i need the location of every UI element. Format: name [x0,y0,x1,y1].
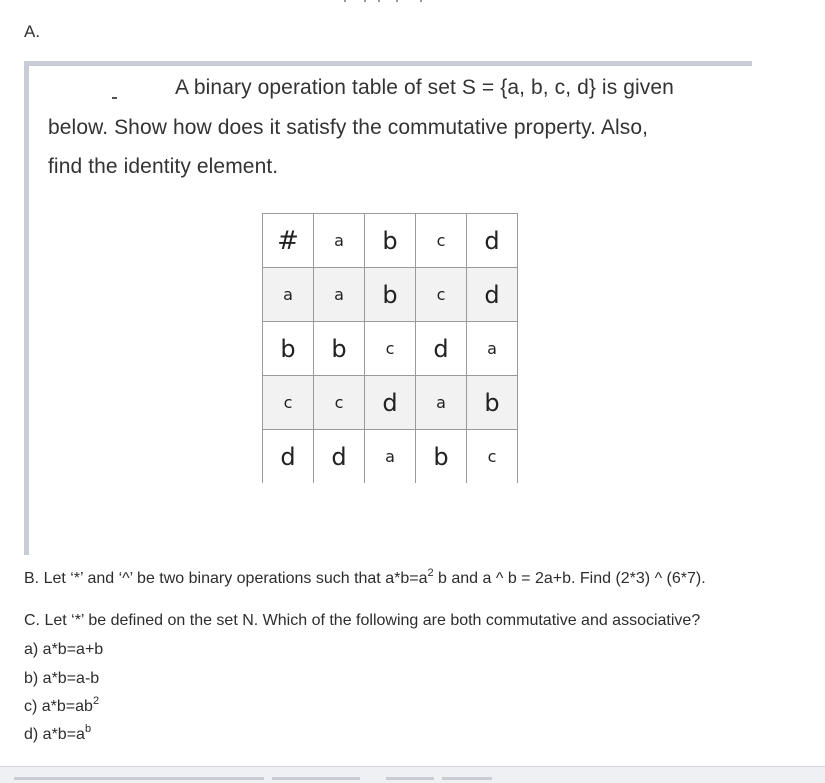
bottom-toolbar-strip [0,766,825,783]
option-text: d) a*b=a [24,726,85,743]
question-a-line-1: A binary operation table of set S = {a, b, c, d} is given [175,76,674,99]
option-c [24,694,100,716]
table-cell: d [263,430,314,484]
table-cell: b [263,322,314,376]
section-label: A. [24,22,41,41]
table-cell: c [416,268,467,322]
table-header-row [263,214,518,268]
table-cell: # [263,214,314,268]
table-cell: a [467,322,518,376]
table-cell: d [314,430,365,484]
table-cell: b [365,268,416,322]
table-row [263,322,518,376]
table-cell: a [416,376,467,430]
question-a-line-3: find the identity element. [48,155,279,178]
question-a-line-2: below. Show how does it satisfy the commutative property. Also, [48,116,649,139]
table-cell: b [314,322,365,376]
question-b-exponent: 2 [427,566,434,579]
option-text: c) a*b=ab [24,698,93,715]
table-cell: b [365,214,416,268]
table-cell: b [467,376,518,430]
table-cell: c [467,430,518,484]
table-cell: a [263,268,314,322]
option-exponent: b [84,722,92,735]
table-cell: c [416,214,467,268]
table-cell: d [467,214,518,268]
table-cell: d [467,268,518,322]
table-cell: b [416,430,467,484]
table-cell: a [365,430,416,484]
top-edge-marks [340,0,430,2]
option-text: b) a*b=a-b [24,670,100,687]
option-text: a) a*b=a+b [24,641,104,658]
table-cell: d [416,322,467,376]
option-a [24,641,103,659]
option-exponent: 2 [92,694,100,707]
table-cell: a [314,214,365,268]
question-b-text-start: B. Let ‘*’ and ‘^’ be two binary operations such that a*b=a [24,570,428,587]
table-cell: d [365,376,416,430]
question-b-text-end: b and a ^ b = 2a+b. Find (2*3) ^ (6*7). [433,570,706,587]
table-row [263,376,518,430]
question-c: C. Let ‘*’ be defined on the set N. Which of the following are both commutative and associative? [24,612,701,629]
binary-operation-table [262,213,518,483]
table-cell: c [314,376,365,430]
small-dash-mark [112,97,117,99]
option-b [24,670,99,688]
table-row [263,268,518,322]
option-d [24,722,92,744]
table-row [263,430,518,484]
table-cell: c [365,322,416,376]
question-b [24,566,706,588]
table-cell: c [263,376,314,430]
table-cell: a [314,268,365,322]
